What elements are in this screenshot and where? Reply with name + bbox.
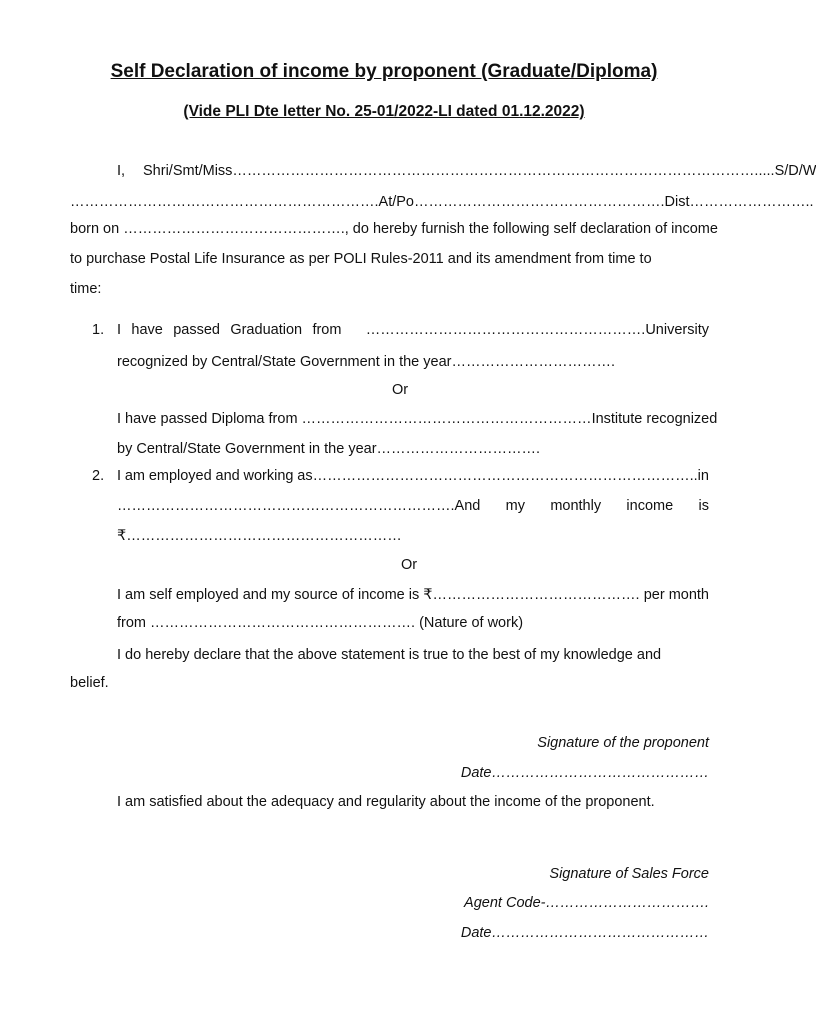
- sales-force-signature-label: Signature of Sales Force: [549, 866, 709, 882]
- item-2-line-3: ₹…………………………………………………: [117, 528, 402, 544]
- sales-force-date: Date………………………………………: [460, 925, 709, 941]
- intro-line-2: ……………………………………………………….At/Po…………………………………………….Dist……………………..: [70, 194, 814, 210]
- item-2-number: 2.: [92, 468, 105, 484]
- item-1-number: 1.: [92, 322, 105, 338]
- item-2-line-6: I do hereby declare that the above statement is true to the best of my knowledge and: [117, 647, 662, 663]
- word: am: [124, 468, 145, 484]
- satisfied-statement: I am satisfied about the adequacy and regularity about the income of the proponent.: [117, 794, 655, 810]
- word: my: [505, 498, 525, 514]
- intro-line-4: to purchase Postal Life Insurance as per POLI Rules-2011 and its amendment from time to: [70, 251, 652, 267]
- intro-line-3: born on ………………………………………., do hereby furnish the following self declaration of income: [70, 221, 718, 237]
- proponent-signature-label: Signature of the proponent: [537, 735, 709, 751]
- word: as……………………………………………………………………..in: [297, 468, 709, 484]
- item-2-line-2: [117, 497, 709, 515]
- word: employed: [148, 468, 212, 484]
- word: passed: [173, 322, 220, 338]
- document-subtitle: (Vide PLI Dte letter No. 25-01/2022-LI dated 01.12.2022): [183, 103, 585, 120]
- item-2-line-5: from ………………………………………………. (Nature of work): [117, 615, 524, 631]
- item-2-or: Or: [401, 557, 418, 573]
- intro-line-1a: I,: [117, 163, 126, 179]
- proponent-date: Date………………………………………: [460, 765, 709, 781]
- word: Graduation: [230, 322, 303, 338]
- word: ………………………………………………….University: [365, 322, 709, 338]
- item-1-or: Or: [392, 382, 409, 398]
- word: have: [131, 322, 163, 338]
- item-1-line-1: [117, 321, 709, 339]
- word: monthly: [550, 498, 602, 514]
- document-title: Self Declaration of income by proponent (Graduate/Diploma): [110, 61, 658, 82]
- item-2-line-1: [117, 467, 709, 485]
- word: I: [117, 322, 122, 338]
- item-2-line-4: [117, 586, 709, 604]
- intro-line-5: time:: [70, 281, 102, 297]
- item-1-line-2: recognized by Central/State Government in the year…………………………….: [117, 354, 616, 370]
- item-1-line-3: [117, 410, 718, 428]
- word: is: [698, 498, 709, 514]
- segment: I have passed Diploma from ……………………………………………………: [117, 411, 592, 427]
- word: working: [243, 468, 294, 484]
- word: income: [626, 498, 674, 514]
- agent-code: Agent Code-…………………………….: [464, 895, 709, 911]
- segment: I am self employed and my source of income is ₹…………………………………….: [117, 587, 640, 603]
- segment: per month: [643, 587, 709, 603]
- word: …………………………………………………………….And: [117, 498, 481, 514]
- intro-line-1b: Shri/Smt/Miss……………………………………………………………………………………………….....S/D/W: [143, 163, 816, 179]
- segment: Institute recognized: [591, 411, 718, 427]
- word: and: [215, 468, 240, 484]
- item-2-line-7: belief.: [70, 675, 109, 691]
- word: I: [117, 468, 122, 484]
- item-1-line-4: by Central/State Government in the year…………………………….: [117, 441, 541, 457]
- word: from: [312, 322, 342, 338]
